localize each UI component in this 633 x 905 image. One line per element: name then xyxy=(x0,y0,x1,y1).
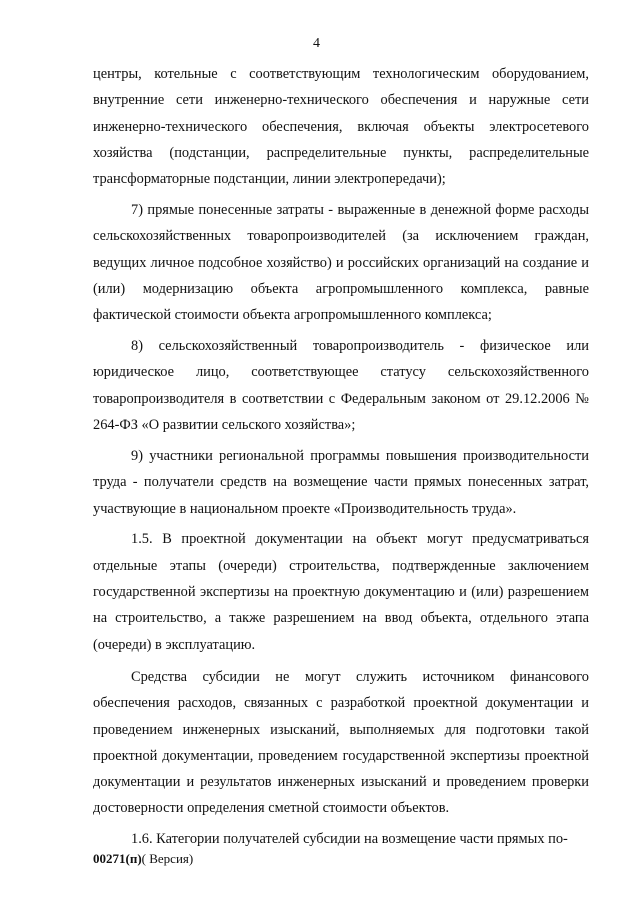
document-version-label: ( Версия) xyxy=(141,851,194,866)
document-code: 00271(п) xyxy=(93,851,142,866)
paragraph-section-1-6: 1.6. Категории получателей субсидии на возмещение части прямых по- xyxy=(131,831,568,848)
paragraph-section-1-5: 1.5. В проектной документации на объект могут предусматриваться отдельные этапы (очереди) строительства, подтвержденные заключением государственной экспертизы на проектную документацию и (или) разрешением на строительство, а также разрешением на ввод объекта, отдельного этапа (очереди) в эксплуатацию. xyxy=(93,531,589,653)
document-body xyxy=(93,61,589,853)
page-number: 4 xyxy=(313,36,320,51)
document-footer xyxy=(93,851,193,867)
paragraph-subsidy-funds: Средства субсидии не могут служить источником финансового обеспечения расходов, связанных с разработкой проектной документации и проведением инженерных изысканий, выполняемых для подготовки такой проектной документации, проведением государственной экспертизы проектной документации и результатов инженерных изысканий и проведением проверки достоверности определения сметной стоимости объектов. xyxy=(93,668,589,817)
paragraph-item-7: 7) прямые понесенные затраты - выраженные в денежной форме расходы сельскохозяйственных товаропроизводителей (за исключением граждан, ведущих личное подсобное хозяйство) и российских организаций на создание и (или) модернизацию объекта агропромышленного комплекса, равные фактической стоимости объекта агропромышленного комплекса; xyxy=(93,202,589,324)
paragraph-continuation: центры, котельные с соответствующим технологическим оборудованием, внутренние сети инженерно-технического обеспечения и наружные сети инженерно-технического обеспечения, включая объекты электросетевого хозяйства (подстанции, распределительные пункты, распределительные трансформаторные подстанции, линии электропередачи); xyxy=(93,66,589,188)
paragraph-item-8: 8) сельскохозяйственный товаропроизводитель - физическое или юридическое лицо, соответствующее статусу сельскохозяйственного товаропроизводителя в соответствии с Федеральным законом от 29.12.2006 № 264-ФЗ «О развитии сельского хозяйства»; xyxy=(93,338,589,434)
paragraph-item-9: 9) участники региональной программы повышения производительности труда - получатели средств на возмещение части прямых понесенных затрат, участвующие в национальном проекте «Производительность труда». xyxy=(93,447,589,517)
